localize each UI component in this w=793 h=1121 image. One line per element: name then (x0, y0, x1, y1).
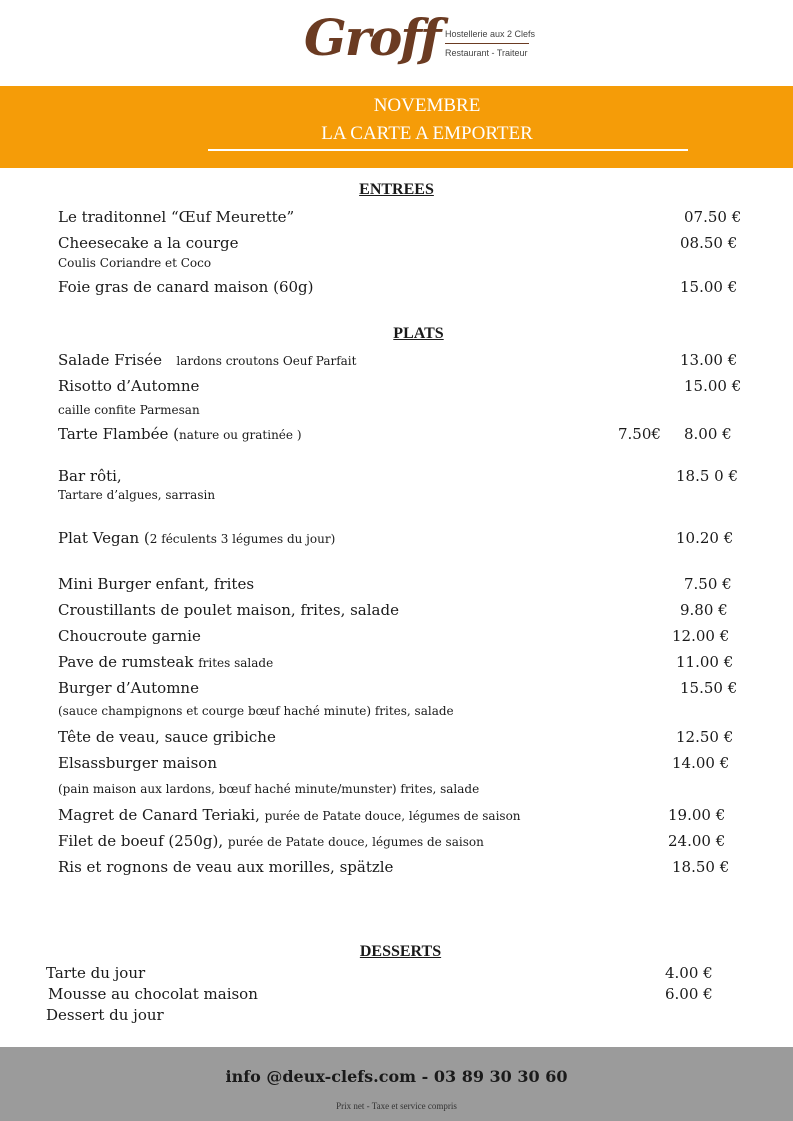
menu-item-detail: purée de Patate douce, légumes de saison (264, 809, 521, 823)
footer-bar (0, 1047, 793, 1121)
logo-script: Groff (304, 8, 440, 67)
menu-item-name: Filet de boeuf (250g), (58, 832, 224, 850)
menu-item-name: Salade Frisée (58, 351, 163, 369)
menu-item-price: 15.00 € (680, 278, 738, 296)
menu-item-price: 15.50 € (680, 679, 738, 697)
menu-item-name: Ris et rognons de veau aux morilles, spätzle (58, 858, 394, 876)
menu-item-price: 11.00 € (676, 653, 734, 671)
banner-month: NOVEMBRE (373, 95, 481, 116)
menu-item-detail: (pain maison aux lardons, bœuf haché minute/munster) frites, salade (58, 782, 480, 796)
menu-item-price: 15.00 € (684, 377, 742, 395)
menu-item (58, 806, 521, 824)
menu-item-name: Choucroute garnie (58, 627, 201, 645)
menu-item-price: 18.50 € (672, 858, 730, 876)
menu-item-detail: nature ou gratinée ) (178, 428, 302, 442)
section-title-entrees: ENTREES (359, 181, 434, 198)
menu-item-price: 24.00 € (668, 832, 726, 850)
price-note: Prix net - Taxe et service compris (336, 1101, 457, 1111)
menu-item (58, 832, 484, 850)
menu-item-price: 6.00 € (665, 985, 713, 1003)
contact-info[interactable]: info @deux-clefs.com - 03 89 30 30 60 (225, 1067, 568, 1086)
menu-item-price: 10.20 € (676, 529, 734, 547)
banner-title: LA CARTE A EMPORTER (321, 123, 533, 144)
menu-item-price: 19.00 € (668, 806, 726, 824)
menu-item-detail: lardons croutons Oeuf Parfait (176, 354, 357, 368)
menu-item (58, 351, 356, 369)
banner-underline (208, 149, 688, 151)
menu-item-name: Tarte du jour (46, 964, 146, 982)
menu-item-price: 8.00 € (684, 425, 732, 443)
menu-item-name: Bar rôti, (58, 467, 122, 485)
menu-item-price: 18.5 0 € (676, 467, 739, 485)
menu-item-price: 13.00 € (680, 351, 738, 369)
menu-item-name: Risotto d’Automne (58, 377, 200, 395)
menu-item-name: Pave de rumsteak (58, 653, 194, 671)
menu-item-price-alt: 7.50€ (618, 425, 661, 443)
menu-item-price: 14.00 € (672, 754, 730, 772)
menu-item-name: Elsassburger maison (58, 754, 217, 772)
menu-item-price: 12.00 € (672, 627, 730, 645)
menu-item-detail: caille confite Parmesan (58, 403, 200, 417)
menu-item-name: Mini Burger enfant, frites (58, 575, 255, 593)
logo-tagline-1: Hostellerie aux 2 Clefs (445, 29, 536, 39)
menu-item-detail: Tartare d’algues, sarrasin (58, 488, 216, 502)
menu-item-price: 4.00 € (665, 964, 713, 982)
logo-divider (445, 43, 529, 44)
menu-item-price: 08.50 € (680, 234, 738, 252)
menu-item-name: Mousse au chocolat maison (48, 985, 258, 1003)
menu-item-price: 7.50 € (684, 575, 732, 593)
restaurant-logo (300, 8, 540, 76)
menu-item (58, 425, 302, 443)
menu-item-detail: 2 féculents 3 légumes du jour) (149, 532, 336, 546)
menu-item (58, 653, 273, 671)
section-title-plats: PLATS (393, 325, 444, 342)
menu-item-detail: frites salade (198, 656, 274, 670)
menu-item-name: Plat Vegan ( (58, 529, 150, 547)
logo-tagline-2: Restaurant - Traiteur (445, 48, 528, 58)
menu-item-name: Dessert du jour (46, 1006, 164, 1024)
menu-item-name: Tête de veau, sauce gribiche (58, 728, 276, 746)
menu-item-price: 12.50 € (676, 728, 734, 746)
menu-item-name: Cheesecake a la courge (58, 234, 239, 252)
menu-item-detail: purée de Patate douce, légumes de saison (227, 835, 484, 849)
menu-item-name: Foie gras de canard maison (60g) (58, 278, 314, 296)
menu-item-detail: (sauce champignons et courge bœuf haché minute) frites, salade (58, 704, 454, 718)
menu-item (58, 529, 335, 547)
menu-item-name: Magret de Canard Teriaki, (58, 806, 260, 824)
menu-item-name: Burger d’Automne (58, 679, 199, 697)
menu-item-name: Tarte Flambée ( (58, 425, 179, 443)
menu-item-name: Le traditonnel “Œuf Meurette” (58, 208, 295, 226)
menu-item-price: 9.80 € (680, 601, 728, 619)
section-title-desserts: DESSERTS (359, 943, 442, 960)
menu-item-name: Croustillants de poulet maison, frites, salade (58, 601, 399, 619)
title-banner (0, 86, 793, 168)
menu-item-detail: Coulis Coriandre et Coco (58, 256, 212, 270)
menu-item-price: 07.50 € (684, 208, 742, 226)
